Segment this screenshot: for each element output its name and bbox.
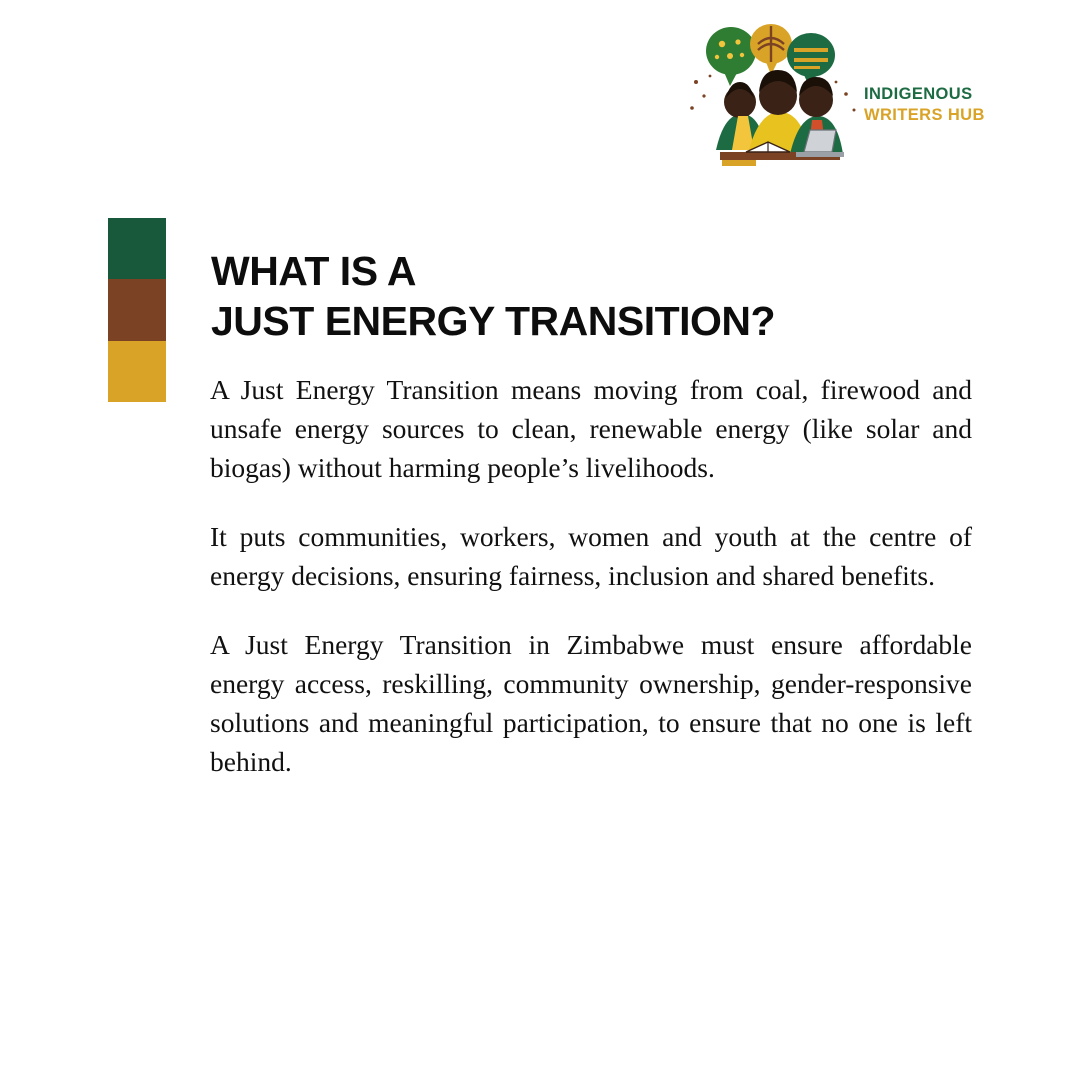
body-paragraph-3: A Just Energy Transition in Zimbabwe must ensure affordable energy access, reskilling, community ownership, gender-responsive solutions and meaningful participation, to ensure that no one is left behind. [210, 629, 972, 778]
body-paragraph-1: A Just Energy Transition means moving from coal, firewood and unsafe energy sources to clean, renewable energy (like solar and biogas) without harming people’s livelihoods. [210, 374, 972, 484]
swatch-gold [108, 341, 166, 402]
swatch-brown [108, 279, 166, 340]
brand-logo [686, 22, 985, 182]
body-text [210, 370, 972, 781]
page-title [211, 246, 1011, 346]
brand-name-line2: WRITERS HUB [864, 105, 985, 124]
swatch-green [108, 218, 166, 279]
indigenous-writers-hub-logo-icon [686, 22, 861, 182]
brand-name-line1: INDIGENOUS [864, 85, 973, 103]
page-title-line-1: WHAT IS A [211, 248, 417, 295]
body-paragraph-2: It puts communities, workers, women and youth at the centre of energy decisions, ensuring fairness, inclusion and shared benefits. [210, 521, 972, 592]
brand-wordmark [864, 84, 994, 125]
color-swatch-bar [108, 218, 166, 402]
page-title-line-2: JUST ENERGY TRANSITION? [211, 298, 776, 345]
